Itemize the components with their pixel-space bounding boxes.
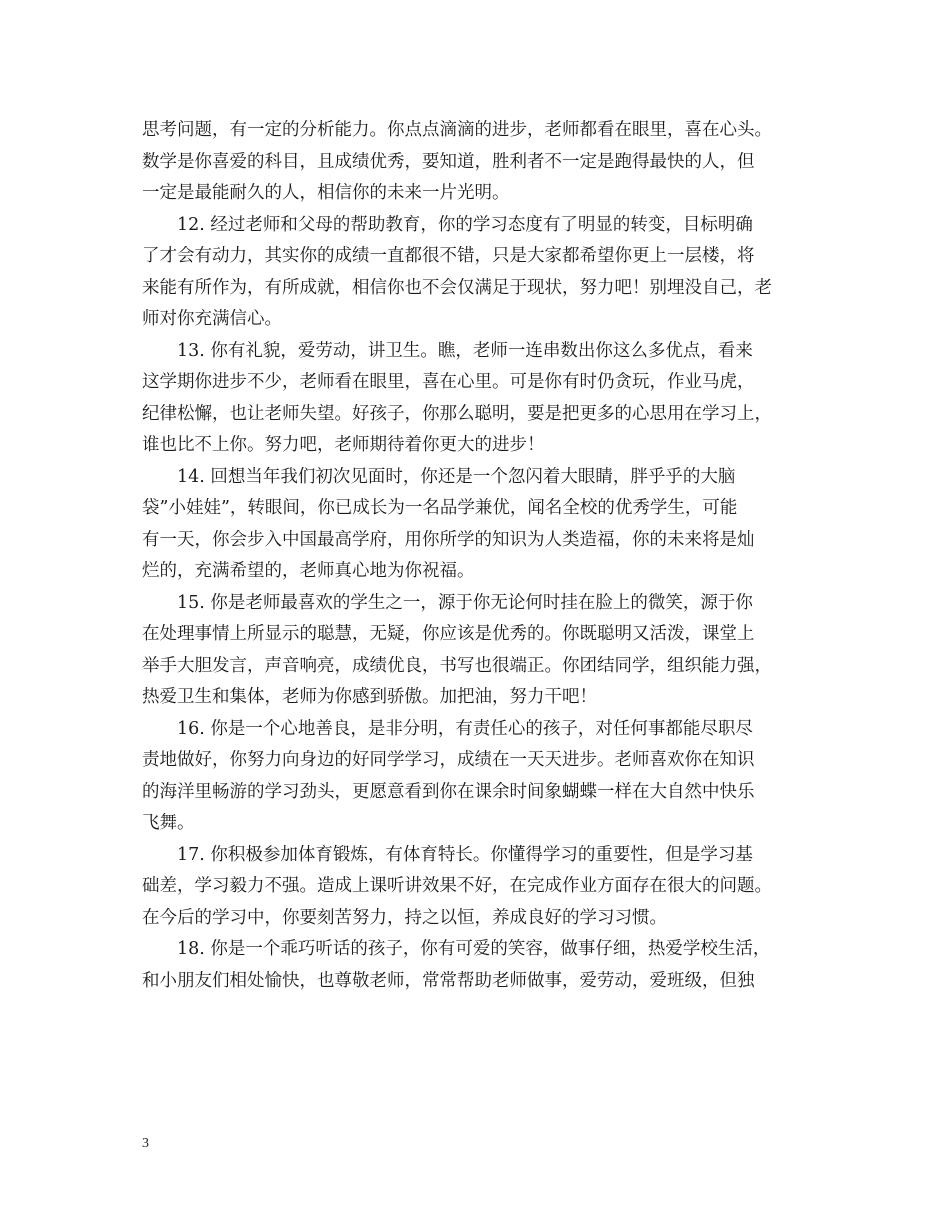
text-line: 一定是最能耐久的人，相信你的未来一片光明。 [142,183,510,203]
paragraph [142,840,812,935]
text-line: 在处理事情上所显示的聪慧，无疑，你应该是优秀的。你既聪明又活泼，课堂上 [142,624,755,644]
text-line: 17. 你积极参加体育锻炼，有体育特长。你懂得学习的重要性，但是学习基 [177,844,753,865]
text-line: 在今后的学习中，你要刻苦努力，持之以恒，养成良好的学习习惯。 [142,907,667,928]
text-line: 和小朋友们相处愉快，也尊敬老师，常常帮助老师做事，爱劳动，爱班级，但独 [142,970,755,991]
text-line: 纪律松懈，也让老师失望。好孩子，你那么聪明，要是把更多的心思用在学习上， [142,403,772,424]
paragraph [142,462,812,588]
paragraph [142,115,812,210]
text-line: 18. 你是一个乖巧听话的孩子，你有可爱的笑容，做事仔细，热爱学校生活， [177,939,771,959]
text-line: 来能有所作为，有所成就，相信你也不会仅满足于现状，努力吧！别埋没自己，老 [142,277,772,298]
text-line: 举手大胆发言，声音响亮，成绩优良，书写也很端正。你团结同学，组织能力强， [142,655,772,676]
paragraph [142,336,812,462]
text-line: 烂的，充满希望的，老师真心地为你祝福。 [142,561,475,581]
text-line: 责地做好，你努力向身边的好同学学习，成绩在一天天进步。老师喜欢你在知识 [142,750,755,770]
document-body [142,115,812,997]
text-line: 袋”小娃娃”，转眼间，你已成长为一名品学兼优，闻名全校的优秀学生，可能 [142,498,738,518]
text-line: 飞舞。 [142,813,195,833]
text-line: 础差，学习毅力不强。造成上课听讲效果不好，在完成作业方面存在很大的问题。 [142,876,772,896]
text-line: 15. 你是老师最喜欢的学生之一，源于你无论何时挂在脸上的微笑，源于你 [177,592,753,613]
text-line: 热爱卫生和集体，老师为你感到骄傲。加把油，努力干吧！ [142,687,597,707]
text-line: 13. 你有礼貌，爱劳动，讲卫生。瞧，老师一连串数出你这么多优点，看来 [177,340,753,361]
text-line: 12. 经过老师和父母的帮助教育，你的学习态度有了明显的转变，目标明确 [177,214,753,235]
paragraph [142,934,812,997]
page-number: 3 [142,1136,149,1151]
text-line: 师对你充满信心。 [142,309,282,329]
text-line: 有一天，你会步入中国最高学府，用你所学的知识为人类造福，你的未来将是灿 [142,529,755,550]
text-line: 了才会有动力，其实你的成绩一直都很不错，只是大家都希望你更上一层楼，将 [142,246,755,266]
text-line: 14. 回想当年我们初次见面时，你还是一个忽闪着大眼睛，胖乎乎的大脑 [177,466,736,487]
text-line: 的海洋里畅游的学习劲头，更愿意看到你在课余时间象蝴蝶一样在大自然中快乐 [142,781,755,802]
text-line: 谁也比不上你。努力吧，老师期待着你更大的进步！ [142,435,545,455]
paragraph [142,714,812,840]
paragraph [142,588,812,714]
text-line: 16. 你是一个心地善良，是非分明，有责任心的孩子，对任何事都能尽职尽 [177,718,753,739]
paragraph [142,210,812,336]
text-line: 思考问题，有一定的分析能力。你点点滴滴的进步，老师都看在眼里，喜在心头。 [142,120,772,140]
text-line: 这学期你进步不少，老师看在眼里，喜在心里。可是你有时仍贪玩，作业马虎， [142,372,755,392]
text-line: 数学是你喜爱的科目，且成绩优秀，要知道，胜利者不一定是跑得最快的人，但 [142,151,755,172]
